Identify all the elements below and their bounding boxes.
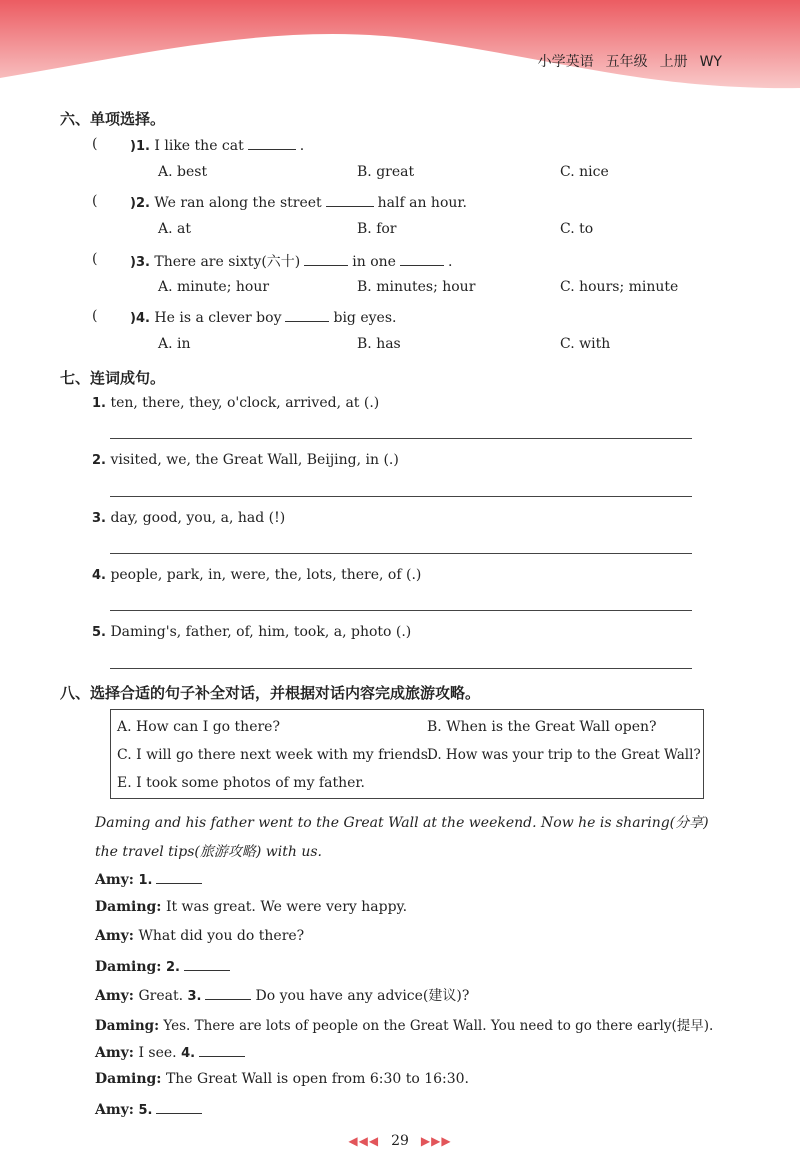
options-box [110, 709, 704, 799]
q1-option-a[interactable]: A. best [158, 164, 208, 180]
question-4: )4. He is a clever boy big eyes. [130, 310, 397, 326]
dialogue-line-5: Amy: Great. 3. Do you have any advice(建议)? [95, 988, 470, 1004]
page-number: 29 [391, 1133, 409, 1149]
scramble-1: 1. ten, there, they, o'clock, arrived, at (.) [92, 395, 380, 411]
dialogue-line-9: Amy: 5. [95, 1100, 206, 1118]
q4-option-a[interactable]: A. in [158, 336, 191, 352]
header-grade: 五年级 [605, 54, 648, 70]
answer-line-3[interactable] [110, 553, 692, 554]
next-arrows-icon: ▶▶▶ [420, 1134, 452, 1148]
blank-1[interactable] [156, 870, 202, 884]
option-b: B. When is the Great Wall open? [427, 719, 657, 735]
header-subject: 小学英语 [537, 54, 594, 70]
dialogue-line-4: Daming: 2. [95, 957, 234, 975]
section7-title: 七、连词成句。 [60, 369, 166, 387]
option-d: D. How was your trip to the Great Wall? [427, 747, 701, 763]
question-2: )2. We ran along the street half an hour. [130, 195, 467, 211]
header-info [526, 51, 722, 71]
blank-4[interactable] [199, 1043, 245, 1057]
dialogue-line-7: Amy: I see. 4. [95, 1043, 249, 1061]
answer-line-5[interactable] [110, 668, 692, 669]
dialogue-line-8: Daming: The Great Wall is open from 6:30 to 16:30. [95, 1071, 470, 1087]
q2-option-b[interactable]: B. for [357, 221, 397, 237]
section8-title: 八、选择合适的句子补全对话，并根据对话内容完成旅游攻略。 [60, 684, 481, 702]
header-edition: WY [699, 54, 722, 70]
q2-option-a[interactable]: A. at [158, 221, 191, 237]
blank-3[interactable] [205, 986, 251, 1000]
prev-arrows-icon: ◀◀◀ [348, 1134, 380, 1148]
q2-option-c[interactable]: C. to [560, 221, 594, 237]
q3-option-b[interactable]: B. minutes; hour [357, 279, 476, 295]
page-footer [0, 1133, 800, 1149]
answer-paren[interactable]: ( [92, 251, 98, 267]
option-a: A. How can I go there? [117, 719, 280, 735]
scramble-2: 2. visited, we, the Great Wall, Beijing, in (.) [92, 452, 399, 468]
blank-2[interactable] [184, 957, 230, 971]
scramble-3: 3. day, good, you, a, had (!) [92, 510, 286, 526]
scramble-5: 5. Daming's, father, of, him, took, a, photo (.) [92, 624, 412, 640]
q1-option-c[interactable]: C. nice [560, 164, 609, 180]
question-3: )3. There are sixty(六十) in one . [130, 254, 453, 270]
dialogue-line-1: Amy: 1. [95, 870, 206, 888]
intro-line-1: Daming and his father went to the Great Wall at the weekend. Now he is sharing(分享) [95, 815, 709, 831]
q4-option-c[interactable]: C. with [560, 336, 611, 352]
question-1: )1. I like the cat . [130, 138, 305, 154]
answer-paren[interactable]: ( [92, 136, 98, 152]
scramble-4: 4. people, park, in, were, the, lots, there, of (.) [92, 567, 422, 583]
dialogue-line-2: Daming: It was great. We were very happy. [95, 899, 408, 915]
q3-option-c[interactable]: C. hours; minute [560, 279, 679, 295]
answer-line-4[interactable] [110, 610, 692, 611]
answer-paren[interactable]: ( [92, 308, 98, 324]
q3-option-a[interactable]: A. minute; hour [158, 279, 270, 295]
intro-line-2: the travel tips(旅游攻略) with us. [95, 844, 322, 860]
option-e: E. I took some photos of my father. [117, 775, 365, 791]
q1-option-b[interactable]: B. great [357, 164, 415, 180]
option-c: C. I will go there next week with my friends. [117, 747, 433, 763]
dialogue-line-3: Amy: What did you do there? [95, 928, 305, 944]
answer-line-1[interactable] [110, 438, 692, 439]
dialogue-line-6: Daming: Yes. There are lots of people on the Great Wall. You need to go there early(提早). [95, 1018, 714, 1034]
header-volume: 上册 [659, 54, 688, 70]
section6-title: 六、单项选择。 [60, 110, 166, 128]
blank-5[interactable] [156, 1100, 202, 1114]
answer-line-2[interactable] [110, 496, 692, 497]
answer-paren[interactable]: ( [92, 193, 98, 209]
q4-option-b[interactable]: B. has [357, 336, 401, 352]
